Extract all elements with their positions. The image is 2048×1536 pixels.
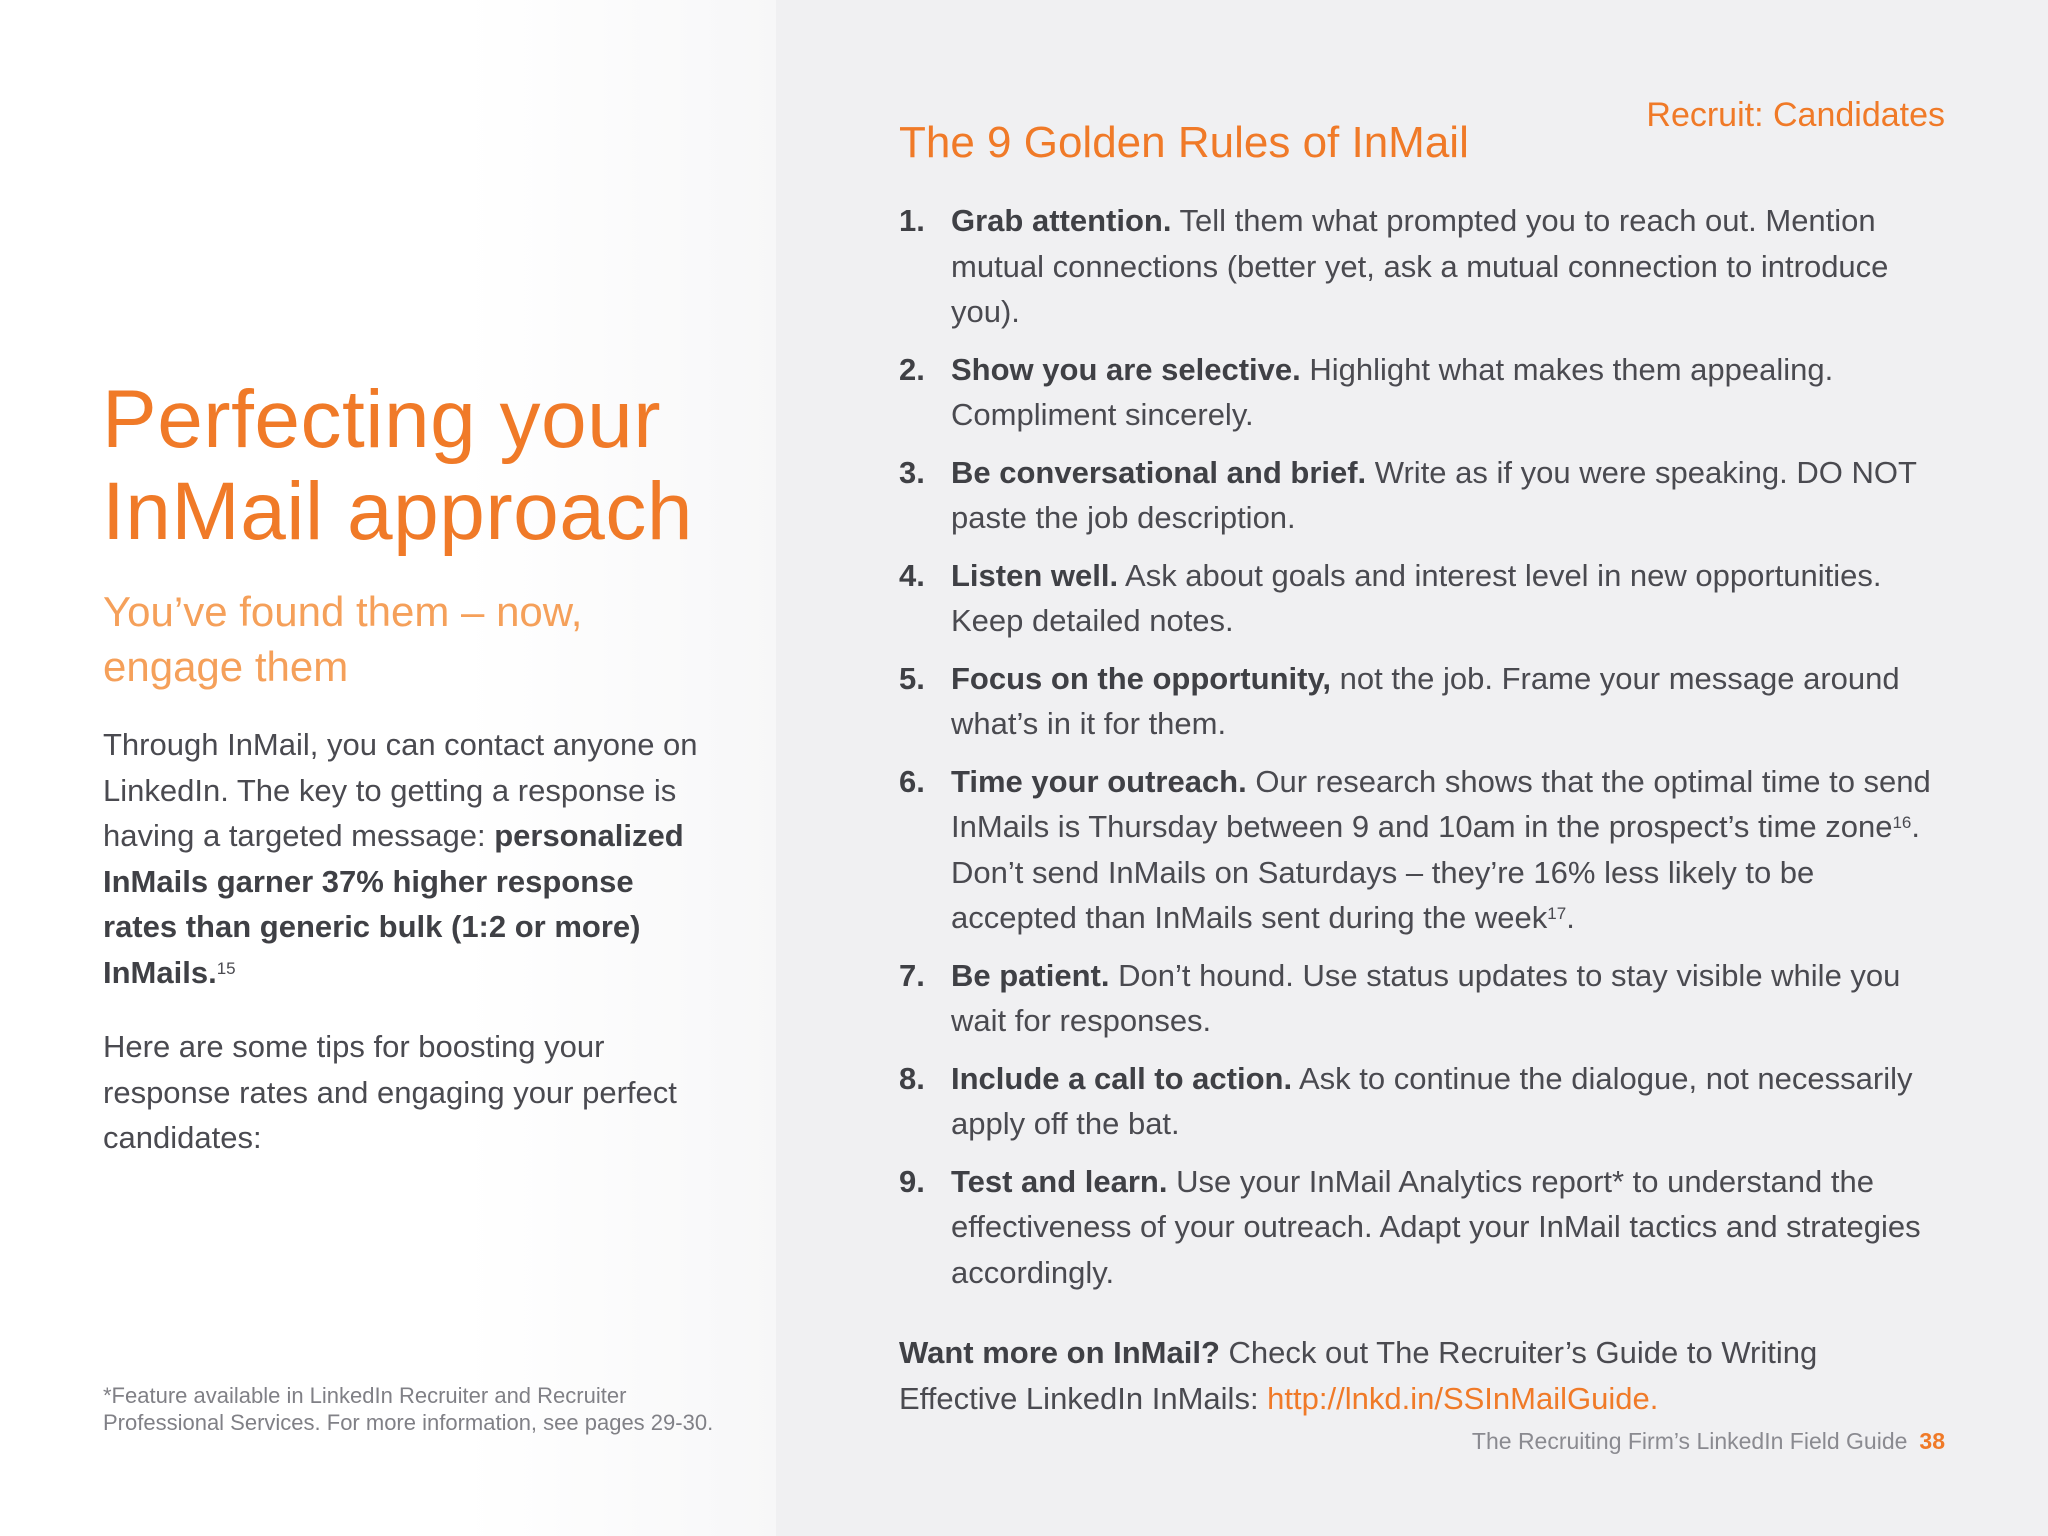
rule-text: Highlight what makes them appealing. Compliment sincerely. xyxy=(951,351,1834,432)
footnote-ref: 16 xyxy=(1892,813,1912,832)
rule-item xyxy=(899,1159,1939,1296)
rule-number: 3. xyxy=(899,454,925,490)
rule-heading: Be conversational and brief. xyxy=(951,454,1367,490)
rule-item xyxy=(899,1056,1939,1147)
page-subtitle xyxy=(103,584,582,694)
footnote-line: Professional Services. For more information, see pages 29-30. xyxy=(103,1410,714,1435)
rule-number: 8. xyxy=(899,1060,925,1096)
rule-text: . xyxy=(1566,900,1575,935)
more-info xyxy=(899,1330,1939,1421)
rule-number: 1. xyxy=(899,203,925,238)
rule-text: Ask to continue the dialogue, not necessarily apply off the bat. xyxy=(951,1060,1913,1141)
page-number: 38 xyxy=(1919,1428,1945,1454)
rule-number: 9. xyxy=(899,1163,925,1199)
rule-item xyxy=(899,347,1939,438)
rule-heading: Be patient. xyxy=(951,957,1110,993)
rule-heading: Show you are selective. xyxy=(951,351,1301,387)
rules-list xyxy=(899,198,1939,1307)
rule-heading: Include a call to action. xyxy=(951,1060,1293,1096)
page-footer xyxy=(1472,1428,1945,1455)
rule-text: Use your InMail Analytics report* to understand the effectiveness of your outreach. Adapt your InMail tactics and strategies accordingly. xyxy=(951,1163,1921,1290)
rule-text: Tell them what prompted you to reach out. Mention mutual connections (better yet, ask a mutual connection to introduce you). xyxy=(951,203,1889,329)
rule-number: 5. xyxy=(899,660,925,696)
rules-title: The 9 Golden Rules of InMail xyxy=(899,118,1469,167)
more-heading: Want more on InMail? xyxy=(899,1335,1220,1370)
footnote-ref: 15 xyxy=(216,958,236,978)
tips-paragraph: Here are some tips for boosting your response rates and engaging your perfect candidates: xyxy=(103,1029,677,1155)
rule-text: Write as if you were speaking. DO NOT paste the job description. xyxy=(951,454,1917,535)
rule-item xyxy=(899,656,1939,747)
rule-text: not the job. Frame your message around what’s in it for them. xyxy=(951,660,1900,741)
rule-number: 7. xyxy=(899,957,925,993)
rule-text: Don’t hound. Use status updates to stay visible while you wait for responses. xyxy=(951,957,1901,1038)
rule-heading: Listen well. xyxy=(951,557,1119,593)
rule-heading: Time your outreach. xyxy=(951,763,1247,799)
guide-link[interactable]: http://lnkd.in/SSInMailGuide. xyxy=(1267,1380,1659,1416)
section-label: Recruit: Candidates xyxy=(1646,96,1945,134)
subtitle-line: You’ve found them – now, xyxy=(103,588,583,635)
rule-number: 2. xyxy=(899,351,925,387)
left-page xyxy=(0,0,776,1536)
rule-item xyxy=(899,759,1939,941)
rule-text: . Don’t send InMails on Saturdays – they’re 16% less likely to be accepted than InMails sent during the week xyxy=(951,809,1920,935)
rule-text: Our research shows that the optimal time to send InMails is Thursday between 9 and 10am in the prospect’s time zone xyxy=(951,763,1931,844)
footer-text: The Recruiting Firm’s LinkedIn Field Guide xyxy=(1471,1428,1908,1454)
rule-item xyxy=(899,450,1939,541)
intro-paragraph xyxy=(103,722,703,995)
footnote-line: *Feature available in LinkedIn Recruiter and Recruiter xyxy=(103,1383,627,1408)
rule-item xyxy=(899,553,1939,644)
footnote-ref: 17 xyxy=(1547,904,1567,923)
intro-text: Through InMail, you can contact anyone on LinkedIn. The key to getting a response is having a targeted message: xyxy=(103,727,698,853)
rule-text: Ask about goals and interest level in new opportunities. Keep detailed notes. xyxy=(951,557,1882,638)
page-title xyxy=(102,374,693,558)
rule-item xyxy=(899,198,1939,335)
footnote xyxy=(103,1382,713,1436)
title-line: Perfecting your xyxy=(102,374,661,465)
rule-number: 6. xyxy=(899,763,925,799)
rule-heading: Test and learn. xyxy=(951,1163,1168,1199)
rule-item xyxy=(899,953,1939,1044)
rule-heading: Focus on the opportunity, xyxy=(951,660,1331,696)
rule-number: 4. xyxy=(899,557,925,593)
intro-bold: personalized InMails garner 37% higher response rates than generic bulk (1:2 or more) InMails. xyxy=(103,818,684,990)
title-line: InMail approach xyxy=(102,466,693,557)
rule-heading: Grab attention. xyxy=(951,203,1172,238)
more-text: Check out The Recruiter’s Guide to Writing Effective LinkedIn InMails: xyxy=(899,1335,1818,1416)
subtitle-line: engage them xyxy=(103,643,349,690)
